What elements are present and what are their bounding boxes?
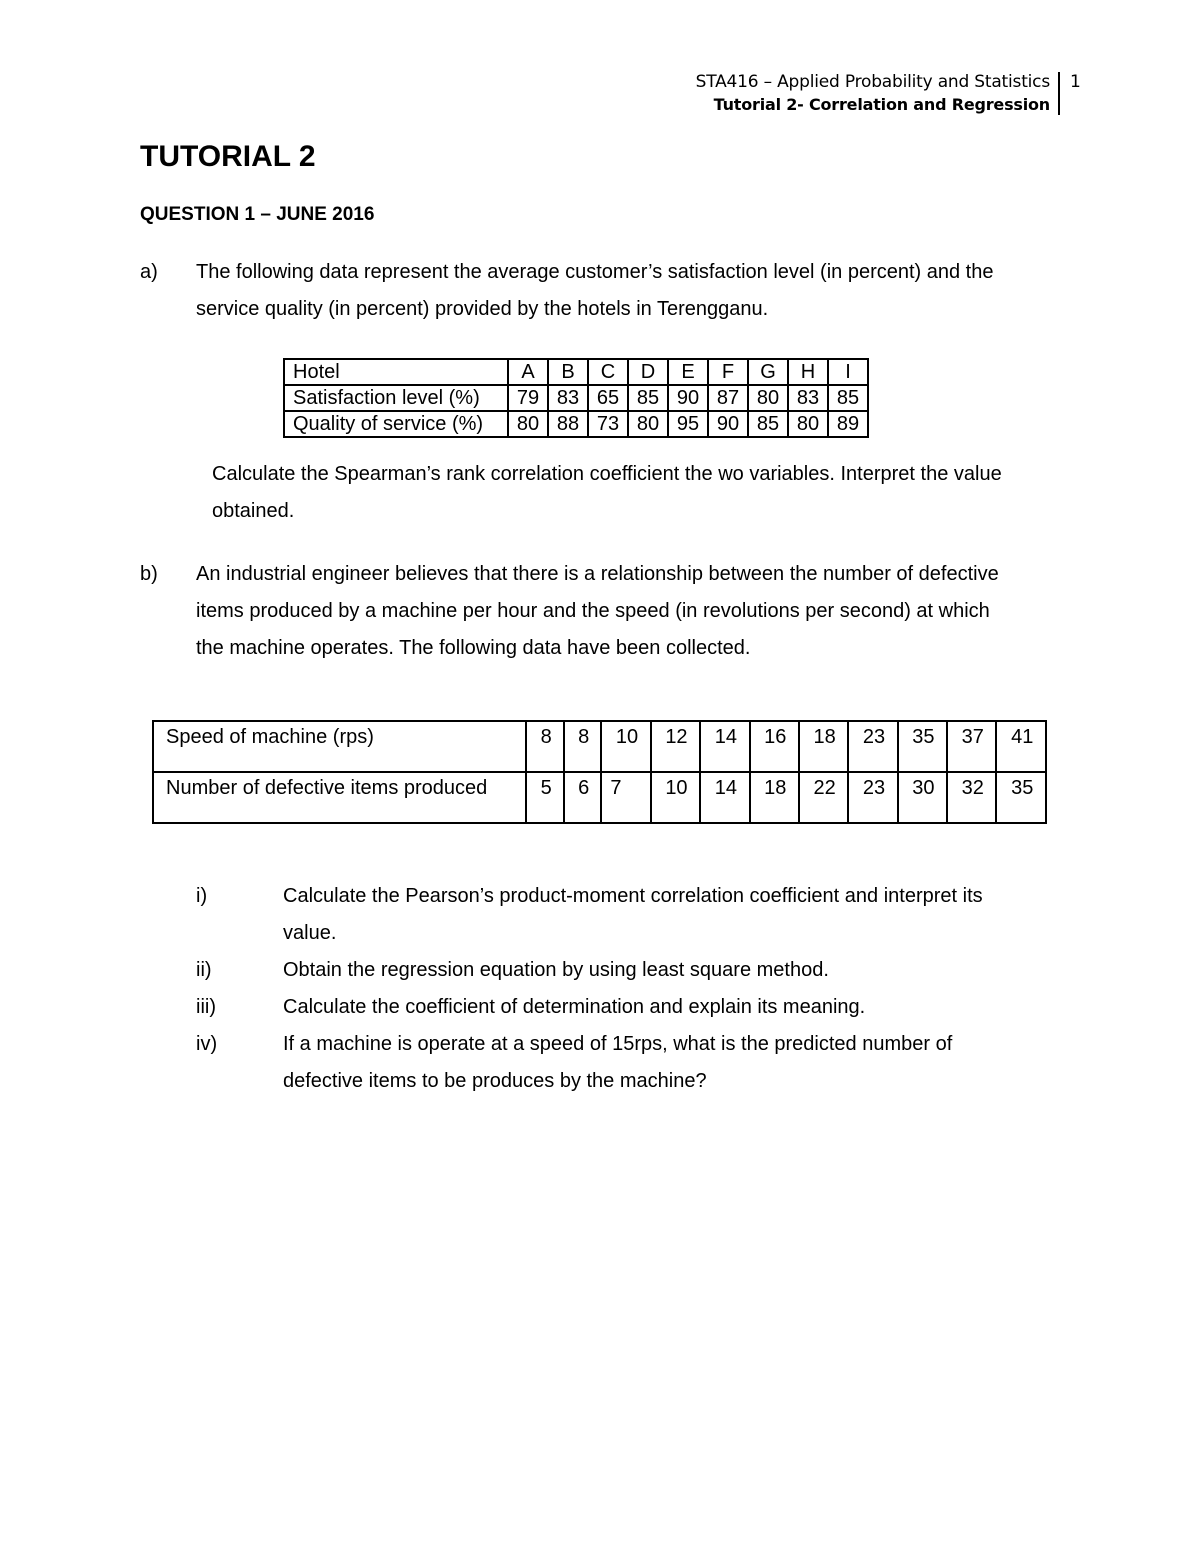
part-a-question-line-2: obtained. — [212, 500, 295, 522]
part-b-marker: b) — [140, 563, 158, 585]
table-cell: 8 — [526, 721, 563, 772]
subquestion-iii-marker: iii) — [196, 996, 216, 1018]
part-b-intro-line-3: the machine operates. The following data have been collected. — [196, 637, 751, 659]
subquestion-iv-line-1: If a machine is operate at a speed of 15rps, what is the predicted number of — [283, 1033, 953, 1055]
table-cell: 14 — [700, 772, 749, 823]
row-header: Speed of machine (rps) — [153, 721, 526, 772]
table-cell: 80 — [508, 411, 548, 437]
table-cell: 37 — [947, 721, 996, 772]
question-heading: QUESTION 1 – JUNE 2016 — [140, 204, 375, 225]
table-cell: 35 — [898, 721, 947, 772]
subquestion-iii-line-1: Calculate the coefficient of determination and explain its meaning. — [283, 996, 866, 1018]
subquestion-i-line-1: Calculate the Pearson’s product-moment correlation coefficient and interpret its — [283, 885, 983, 907]
table-cell: 32 — [947, 772, 996, 823]
table-cell: 23 — [848, 772, 897, 823]
table-cell: 41 — [996, 721, 1046, 772]
table-cell: 7 — [601, 772, 650, 823]
table-cell: 65 — [588, 385, 628, 411]
table-cell: A — [508, 359, 548, 385]
table-cell: 83 — [548, 385, 588, 411]
header-divider — [1058, 72, 1060, 115]
course-title: STA416 – Applied Probability and Statistics — [695, 72, 1050, 92]
subquestion-ii-marker: ii) — [196, 959, 212, 981]
subquestion-ii-line-1: Obtain the regression equation by using least square method. — [283, 959, 829, 981]
table-cell: 80 — [628, 411, 668, 437]
row-header: Satisfaction level (%) — [284, 385, 508, 411]
subquestion-iv-line-2: defective items to be produces by the machine? — [283, 1070, 707, 1092]
table-row-quality — [284, 411, 868, 437]
table-cell: 22 — [799, 772, 848, 823]
table-cell: B — [548, 359, 588, 385]
machine-speed-table — [152, 720, 1047, 824]
page-header — [600, 70, 1050, 116]
table-cell: 95 — [668, 411, 708, 437]
table-cell: 85 — [628, 385, 668, 411]
table-cell: 14 — [700, 721, 749, 772]
table-cell: 80 — [788, 411, 828, 437]
part-a-marker: a) — [140, 261, 158, 283]
table-cell: 16 — [750, 721, 799, 772]
table-row-defective — [153, 772, 1046, 823]
table-cell: 88 — [548, 411, 588, 437]
table-cell: 73 — [588, 411, 628, 437]
part-b-intro-line-1: An industrial engineer believes that there is a relationship between the number of defective — [196, 563, 999, 585]
part-a-question-line-1: Calculate the Spearman’s rank correlation coefficient the wo variables. Interpret the value — [212, 463, 1002, 485]
table-cell: 90 — [708, 411, 748, 437]
table-cell: C — [588, 359, 628, 385]
table-cell: I — [828, 359, 868, 385]
table-cell: E — [668, 359, 708, 385]
subquestion-iv-marker: iv) — [196, 1033, 218, 1055]
table-cell: D — [628, 359, 668, 385]
row-header: Number of defective items produced — [153, 772, 526, 823]
table-row-satisfaction — [284, 385, 868, 411]
table-cell: 80 — [748, 385, 788, 411]
table-cell: 83 — [788, 385, 828, 411]
table-cell: 35 — [996, 772, 1046, 823]
table-cell: 85 — [748, 411, 788, 437]
table-cell: 89 — [828, 411, 868, 437]
table-cell: 6 — [564, 772, 601, 823]
table-cell: 18 — [799, 721, 848, 772]
table-cell: 18 — [750, 772, 799, 823]
table-cell: 85 — [828, 385, 868, 411]
table-cell: F — [708, 359, 748, 385]
part-a-intro-line-2: service quality (in percent) provided by the hotels in Terengganu. — [196, 298, 769, 320]
tutorial-subtitle: Tutorial 2- Correlation and Regression — [713, 95, 1050, 114]
row-header: Quality of service (%) — [284, 411, 508, 437]
part-a-intro-line-1: The following data represent the average customer’s satisfaction level (in percent) and the — [196, 261, 994, 283]
table-cell: 90 — [668, 385, 708, 411]
table-cell: 5 — [526, 772, 563, 823]
table-row-speed — [153, 721, 1046, 772]
table-cell: G — [748, 359, 788, 385]
table-cell: 79 — [508, 385, 548, 411]
hotel-satisfaction-table — [283, 358, 869, 438]
subquestion-i-line-2: value. — [283, 922, 337, 944]
page-title: TUTORIAL 2 — [140, 140, 316, 173]
subquestion-i-marker: i) — [196, 885, 208, 907]
table-cell: 10 — [601, 721, 650, 772]
table-cell: 10 — [651, 772, 700, 823]
part-b-intro-line-2: items produced by a machine per hour and the speed (in revolutions per second) at which — [196, 600, 990, 622]
table-cell: 23 — [848, 721, 897, 772]
table-cell: 12 — [651, 721, 700, 772]
page-number: 1 — [1070, 72, 1081, 92]
row-header: Hotel — [284, 359, 508, 385]
table-cell: 8 — [564, 721, 601, 772]
table-cell: 87 — [708, 385, 748, 411]
table-cell: 30 — [898, 772, 947, 823]
table-cell: H — [788, 359, 828, 385]
table-row-hotel — [284, 359, 868, 385]
